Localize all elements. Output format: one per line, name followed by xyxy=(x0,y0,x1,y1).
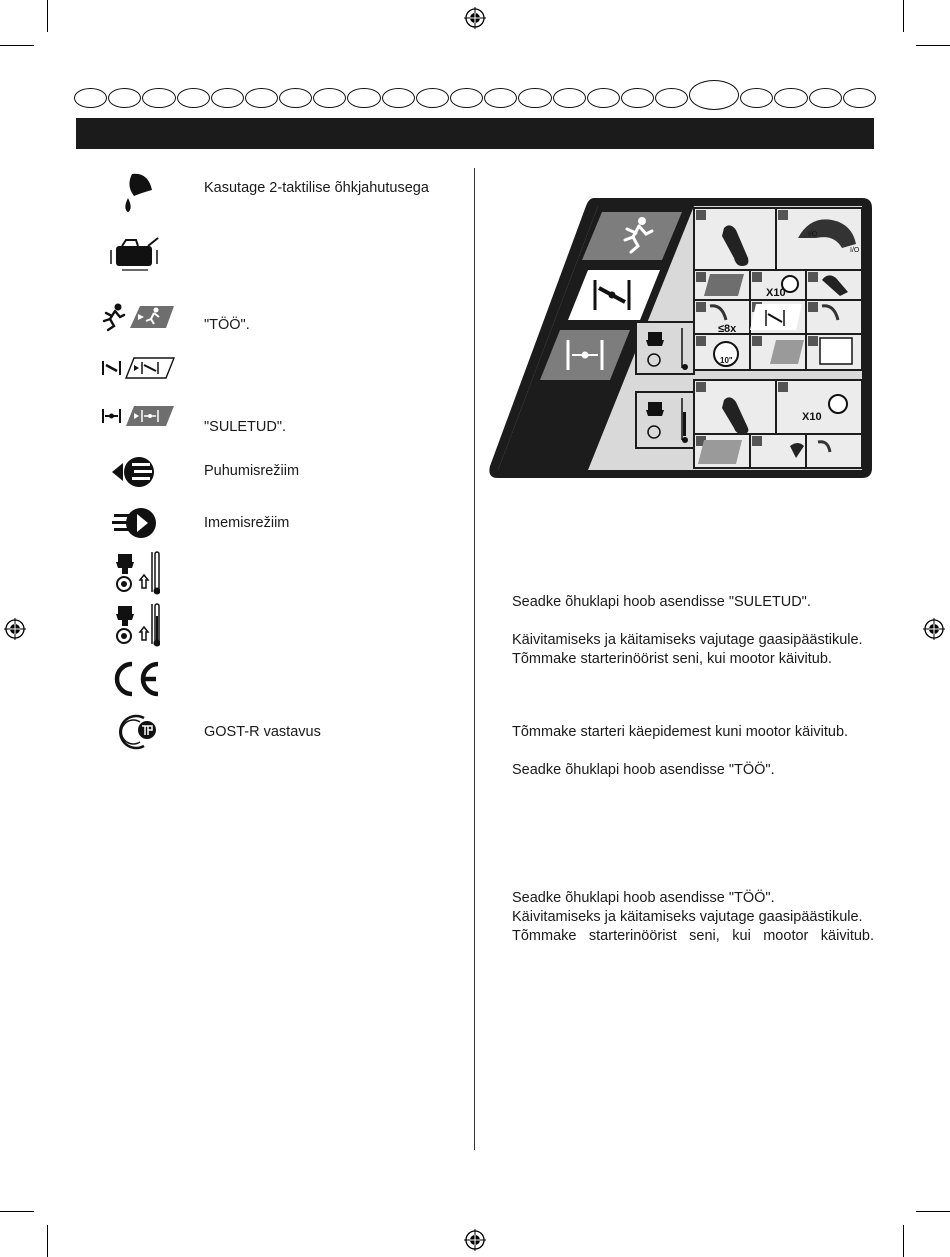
section-header-bar xyxy=(76,118,874,149)
language-tab xyxy=(553,88,586,108)
language-tab xyxy=(843,88,876,108)
warm-start-icon xyxy=(112,602,160,648)
language-tab xyxy=(279,88,312,108)
symbol-text: GOST-R vastavus xyxy=(204,724,321,740)
instruction-block xyxy=(512,593,874,669)
registration-mark-icon xyxy=(4,618,26,640)
half-choke-icon xyxy=(100,356,178,380)
blow-mode-icon xyxy=(110,455,158,489)
gost-r-mark-icon xyxy=(114,712,160,752)
diagram-label: X10 xyxy=(802,411,822,423)
language-tab xyxy=(177,88,210,108)
language-tab xyxy=(740,88,773,108)
symbol-text: "TÖÖ". xyxy=(204,317,250,333)
language-tab xyxy=(382,88,415,108)
symbol-text: Imemisrežiim xyxy=(204,515,290,531)
instruction-line: Seadke õhuklapi hoob asendisse "TÖÖ". xyxy=(512,762,775,778)
starting-procedure-diagram xyxy=(486,196,874,480)
language-tab xyxy=(809,88,842,108)
crop-mark xyxy=(916,1211,950,1212)
crop-mark xyxy=(903,1225,904,1257)
crop-mark xyxy=(916,45,950,46)
cold-start-icon xyxy=(112,550,160,596)
crop-mark xyxy=(47,1225,48,1257)
language-tab xyxy=(518,88,551,108)
registration-mark-icon xyxy=(464,7,486,29)
run-choke-icon xyxy=(96,302,180,332)
symbol-text: "SULETUD". xyxy=(204,419,287,435)
registration-mark-icon xyxy=(923,618,945,640)
instruction-line: Tõmmake starteri käepidemest kuni mootor käivitub. xyxy=(512,724,849,740)
language-tab xyxy=(587,88,620,108)
language-tab xyxy=(774,88,807,108)
symbol-text: Kasutage 2-taktilise õhkjahutusega xyxy=(204,180,429,196)
language-tab xyxy=(450,88,483,108)
diagram-label: X10 xyxy=(766,287,786,299)
language-tab xyxy=(416,88,449,108)
diagram-label: 10" xyxy=(720,356,733,365)
symbol-text: Puhumisrežiim xyxy=(204,463,300,479)
language-tab xyxy=(74,88,107,108)
instruction-line: Seadke õhuklapi hoob asendisse "SULETUD". xyxy=(512,594,811,610)
registration-mark-icon xyxy=(464,1229,486,1251)
column-divider xyxy=(474,168,475,1150)
instruction-line: Tõmmake starterinöörist seni, kui mootor käivitub. xyxy=(512,651,832,667)
crop-mark xyxy=(0,1211,34,1212)
oil-drop-icon xyxy=(118,170,158,220)
language-tab xyxy=(655,88,688,108)
fuel-can-icon xyxy=(108,234,162,274)
crop-mark xyxy=(903,0,904,32)
language-tab xyxy=(211,88,244,108)
diagram-label: ≤8x xyxy=(718,323,737,335)
vacuum-mode-icon xyxy=(110,506,158,540)
ce-mark-icon xyxy=(112,660,162,698)
crop-mark xyxy=(0,45,34,46)
instruction-block xyxy=(512,889,874,946)
language-tab xyxy=(689,80,739,110)
spacer xyxy=(512,742,874,761)
spacer xyxy=(512,612,874,631)
diagram-label: I/O xyxy=(808,231,818,238)
language-tab xyxy=(347,88,380,108)
instruction-line: Seadke õhuklapi hoob asendisse "TÖÖ". xyxy=(512,890,775,906)
language-tab xyxy=(245,88,278,108)
diagram-label: I/O xyxy=(850,247,860,254)
closed-choke-icon xyxy=(100,404,178,428)
language-tab xyxy=(484,88,517,108)
crop-mark xyxy=(47,0,48,32)
instruction-block xyxy=(512,723,874,780)
language-tab xyxy=(108,88,141,108)
language-tab xyxy=(313,88,346,108)
language-tab xyxy=(142,88,175,108)
language-tabs xyxy=(74,86,876,110)
instruction-line: Tõmmake starterinöörist seni, kui mootor käivitub. xyxy=(512,928,874,944)
language-tab xyxy=(621,88,654,108)
instruction-line: Käivitamiseks ja käitamiseks vajutage gaasipäästikule. xyxy=(512,632,863,648)
instruction-line: Käivitamiseks ja käitamiseks vajutage gaasipäästikule. xyxy=(512,909,863,925)
